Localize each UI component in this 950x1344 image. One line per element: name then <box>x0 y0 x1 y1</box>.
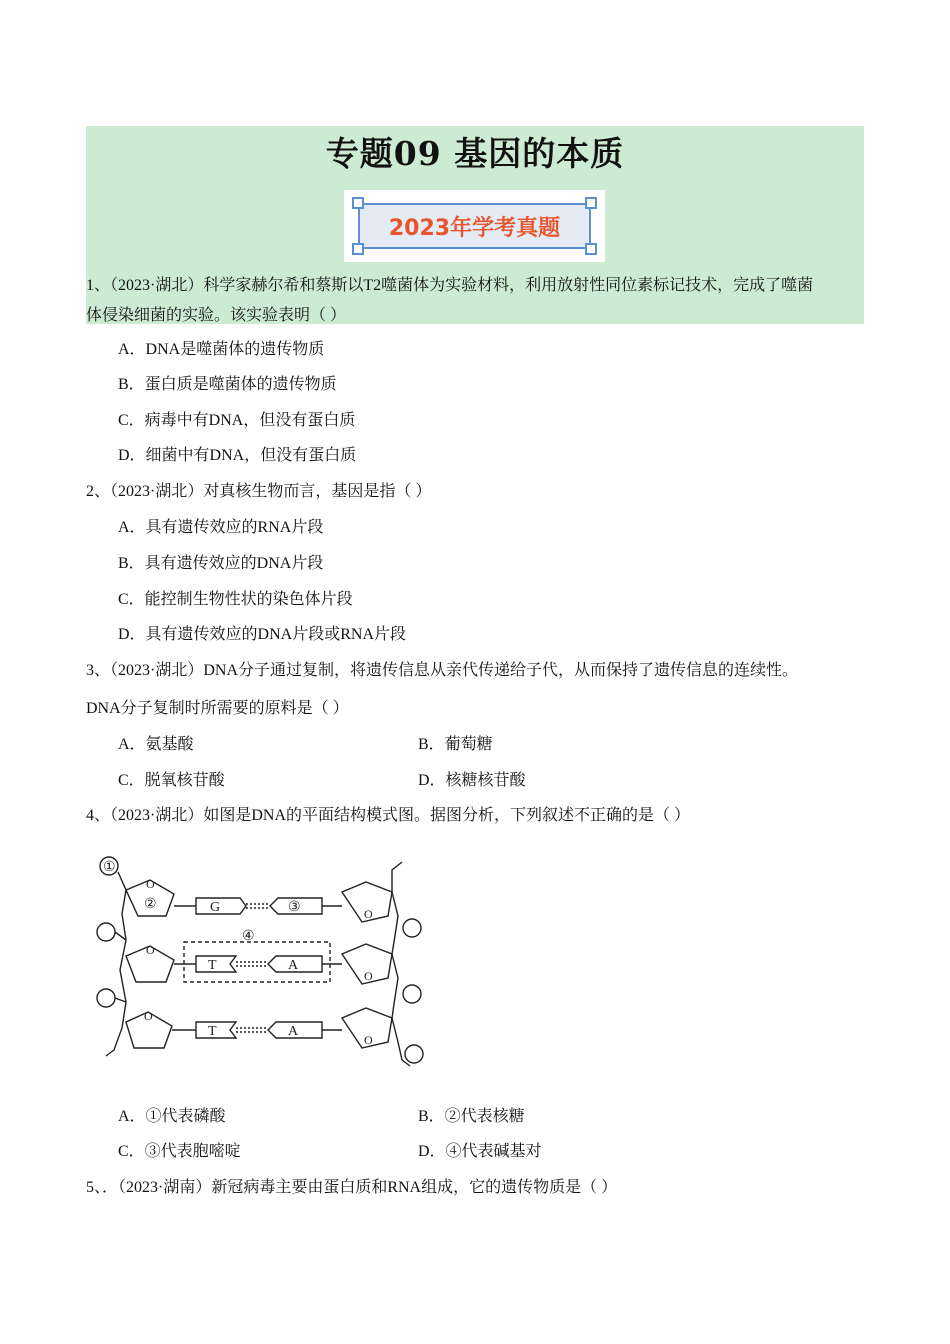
question-2-option-b: B．具有遗传效应的DNA片段 <box>118 555 324 572</box>
question-3-text-cont: DNA分子复制时所需要的原料是（ ） <box>86 700 349 717</box>
label-1: ① <box>103 860 116 875</box>
badge-corner <box>352 197 364 209</box>
question-2-text: 2、（2023·湖北）对真核生物而言，基因是指（ ） <box>86 483 432 500</box>
label-4: ④ <box>242 929 255 944</box>
base-g <box>196 898 246 914</box>
right-phosphate <box>403 985 421 1003</box>
dna-structure-diagram <box>92 850 432 1080</box>
question-1-text: 1、（2023·湖北）科学家赫尔希和蔡斯以T2噬菌体为实验材料，利用放射性同位素标记技术，完成了噬菌 <box>86 277 814 294</box>
question-1-option-b: B．蛋白质是噬菌体的遗传物质 <box>118 376 337 393</box>
badge-corner <box>585 243 597 255</box>
label-3: ③ <box>288 900 301 915</box>
question-4-option-d: D．④代表碱基对 <box>418 1143 542 1160</box>
base-g-label: G <box>210 900 221 915</box>
question-1-option-c: C．病毒中有DNA，但没有蛋白质 <box>118 412 356 429</box>
question-3-option-b: B．葡萄糖 <box>418 736 493 753</box>
question-1-option-d: D．细菌中有DNA，但没有蛋白质 <box>118 447 357 464</box>
badge-label: 2023年学考真题 <box>388 215 561 241</box>
question-2-option-c: C．能控制生物性状的染色体片段 <box>118 591 353 608</box>
base-a-label: A <box>288 1024 299 1039</box>
question-1-text-cont: 体侵染细菌的实验。该实验表明（ ） <box>86 307 347 324</box>
sugar-o-label: O <box>364 1033 373 1047</box>
base-t-label: T <box>208 1024 217 1039</box>
left-backbone <box>106 872 126 1056</box>
left-phosphate <box>97 923 115 941</box>
badge-corner <box>352 243 364 255</box>
question-2-option-d: D．具有遗传效应的DNA片段或RNA片段 <box>118 626 407 643</box>
right-phosphate <box>405 1045 423 1063</box>
page-title: 专题09 基因的本质 <box>325 134 625 173</box>
question-3-option-d: D．核糖核苷酸 <box>418 772 526 789</box>
question-3-option-a: A．氨基酸 <box>118 736 194 753</box>
left-phosphate <box>97 989 115 1007</box>
sugar-o-label: O <box>146 877 155 891</box>
base-a-label: A <box>288 958 299 973</box>
label-2: ② <box>144 897 157 912</box>
sugar-o-label: O <box>144 1009 153 1023</box>
question-2-option-a: A．具有遗传效应的RNA片段 <box>118 519 324 536</box>
right-phosphate <box>403 919 421 937</box>
exam-badge <box>344 190 605 262</box>
question-3-text: 3、（2023·湖北）DNA分子通过复制，将遗传信息从亲代传递给子代，从而保持了遗传信息的连续性。 <box>86 662 798 679</box>
badge-frame <box>358 203 591 249</box>
sugar-o-label: O <box>364 969 373 983</box>
question-4-option-a: A．①代表磷酸 <box>118 1108 226 1125</box>
sugar-o-label: O <box>146 943 155 957</box>
badge-corner <box>585 197 597 209</box>
question-1-option-a: A．DNA是噬菌体的遗传物质 <box>118 341 325 358</box>
question-5-text: 5、．（2023·湖南）新冠病毒主要由蛋白质和RNA组成，它的遗传物质是（ ） <box>86 1179 618 1196</box>
question-4-option-c: C．③代表胞嘧啶 <box>118 1143 241 1160</box>
base-t-label: T <box>208 958 217 973</box>
bond <box>115 998 126 1002</box>
sugar-o-label: O <box>364 907 373 921</box>
question-4-option-b: B．②代表核糖 <box>418 1108 525 1125</box>
right-backbone <box>392 862 410 1066</box>
question-3-option-c: C．脱氧核苷酸 <box>118 772 225 789</box>
question-4-text: 4、（2023·湖北）如图是DNA的平面结构模式图。据图分析，下列叙述不正确的是（ ） <box>86 807 690 824</box>
